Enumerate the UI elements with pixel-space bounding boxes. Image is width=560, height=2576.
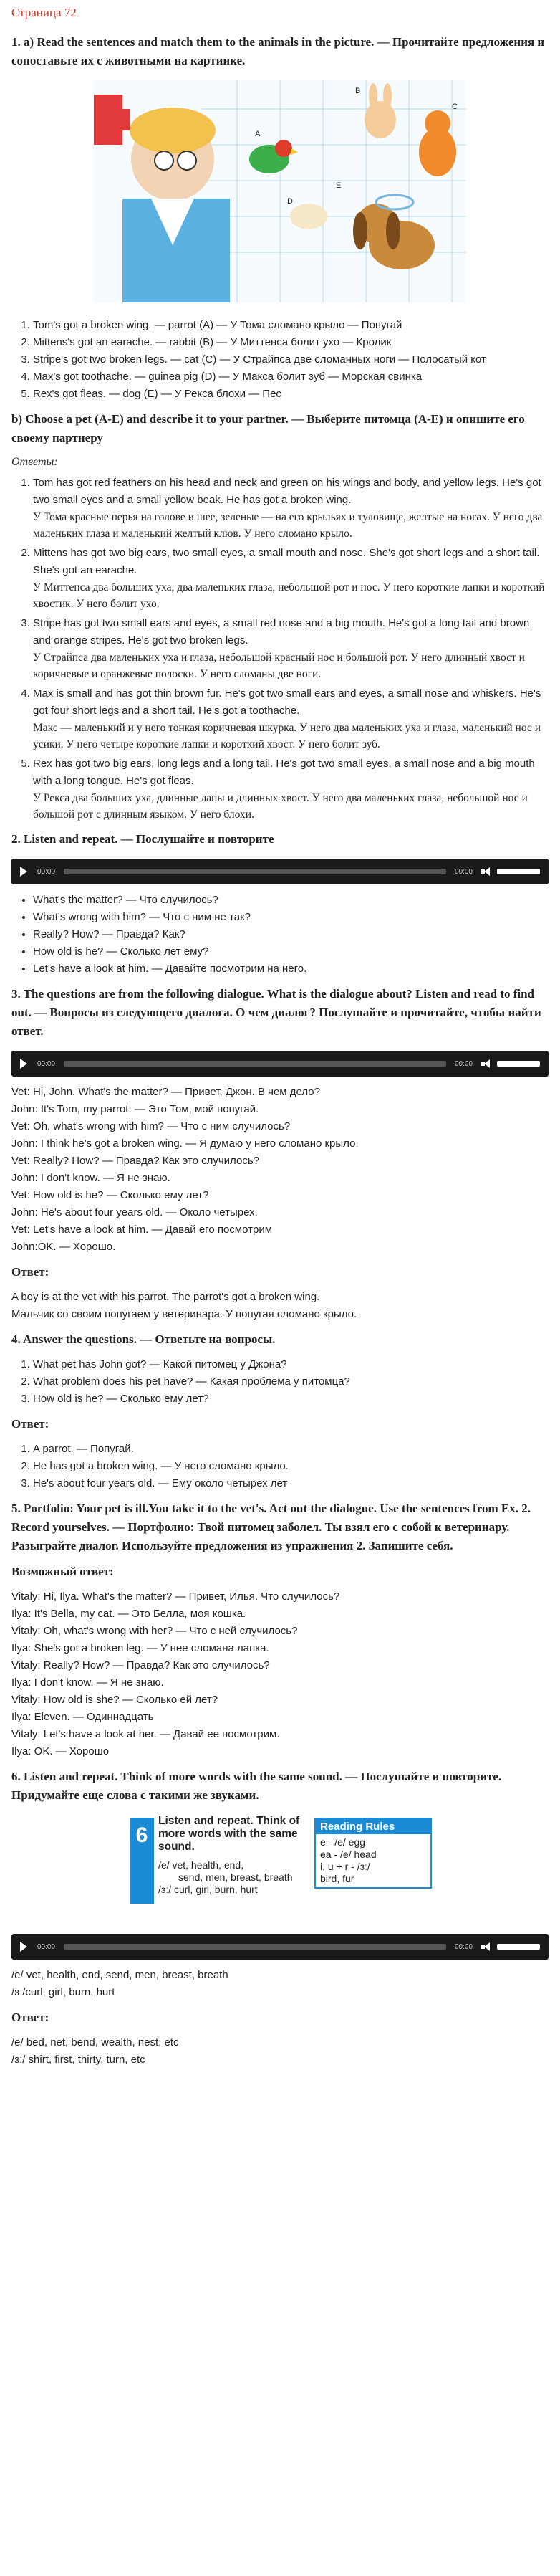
ex6-lines: [11, 1967, 549, 2001]
volume-icon[interactable]: [481, 1942, 491, 1951]
exercise-box-title: Listen and repeat. Think of more words with the same sound.: [158, 1815, 300, 1853]
vet-picture: [94, 80, 466, 302]
list-item: 2. What problem does his pet have? — Какая проблема у питомца?: [33, 1373, 549, 1390]
list-item: [33, 755, 549, 823]
reading-rules-title: Reading Rules: [316, 1819, 430, 1834]
list-item: 1. What pet has John got? — Какой питомец у Джона?: [33, 1356, 549, 1373]
current-time: 00:00: [37, 1059, 56, 1068]
dialogue-line: Vet: How old is he? — Сколько ему лет?: [11, 1189, 209, 1201]
ex6-answers: [11, 2034, 549, 2069]
dialogue-line: Vitaly: Oh, what's wrong with her? — Что с ней случилось?: [11, 1625, 298, 1637]
volume-slider[interactable]: [497, 869, 540, 874]
duration: 00:00: [454, 867, 473, 876]
ex4-heading: 4. Answer the questions. — Ответьте на вопросы.: [11, 1332, 276, 1346]
volume-icon[interactable]: [481, 867, 491, 876]
list-item: • What's wrong with him? — Что с ним не так?: [33, 909, 549, 926]
reading-rules-body: [316, 1834, 430, 1887]
ex3-answer-ru: Мальчик со своим попугаем у ветеринара. У попугая сломано крыло.: [11, 1308, 357, 1320]
current-time: 00:00: [37, 867, 56, 876]
label-c: C: [452, 102, 458, 111]
list-item: [33, 615, 549, 682]
seek-bar[interactable]: [64, 1061, 446, 1067]
play-icon[interactable]: [20, 1942, 27, 1952]
list-item: • How old is he? — Сколько лет ему?: [33, 943, 549, 960]
list-item: 1. A parrot. — Попугай.: [33, 1441, 549, 1458]
answer-ru: У Рекса два больших уха, длинные лапы и длинных хвост. У него два маленьких глаза, небольшой нос и большой рот с длинным языком. У него блохи.: [33, 792, 528, 821]
exercise-box: [130, 1815, 430, 1922]
list-item: 3. How old is he? — Сколько ему лет?: [33, 1390, 549, 1408]
dialogue-line: Vet: Let's have a look at him. — Давай его посмотрим: [11, 1223, 273, 1236]
exercise-number: 6: [130, 1818, 154, 1904]
exercise-box-line: /e/ vet, health, end,: [158, 1859, 244, 1871]
label-a: A: [255, 130, 261, 138]
list-item: • What's the matter? — Что случилось?: [33, 892, 549, 909]
ex2-list: [11, 892, 549, 978]
rule-line: i, u + r - /ɜː/: [320, 1861, 370, 1872]
list-item: 1. Tom's got a broken wing. — parrot (A) — У Тома сломано крыло — Попугай: [33, 317, 549, 334]
dialogue-line: Vitaly: Let's have a look at her. — Давай ее посмотрим.: [11, 1728, 280, 1740]
ex4-questions: [11, 1356, 549, 1408]
reading-rules-box: [314, 1818, 432, 1889]
seek-bar[interactable]: [64, 1944, 446, 1950]
volume-slider[interactable]: [497, 1061, 540, 1067]
duration: 00:00: [454, 1059, 473, 1068]
answers-label: Ответы:: [11, 456, 58, 468]
page: [0, 6, 560, 2076]
sound-line: /ɜː/curl, girl, burn, hurt: [11, 1986, 115, 1998]
ex2-heading: 2. Listen and repeat. — Послушайте и повторите: [11, 832, 274, 846]
label-d: D: [287, 197, 293, 206]
list-item: 2. He has got a broken wing. — У него сломано крыло.: [33, 1458, 549, 1475]
exercise-box-line: /ɜː/ curl, girl, burn, hurt: [158, 1884, 258, 1895]
dialogue-line: Vitaly: Really? How? — Правда? Как это случилось?: [11, 1659, 270, 1671]
current-time: 00:00: [37, 1942, 56, 1951]
list-item: [33, 685, 549, 753]
ex4-answer-label: Ответ:: [11, 1417, 49, 1431]
dialogue-line: Ilya: It's Bella, my cat. — Это Белла, моя кошка.: [11, 1608, 246, 1620]
answer-ru: У Страйпса два маленьких уха и глаза, небольшой красный нос и большой рот. У него длинный хвост и коричневые и оранжевые полоски. У него сломаны две ноги.: [33, 652, 525, 680]
dialogue-line: Ilya: Eleven. — Одиннадцать: [11, 1711, 154, 1723]
play-icon[interactable]: [20, 867, 27, 877]
dialogue-line: John: He's about four years old. — Около четырех.: [11, 1206, 258, 1218]
ex6-heading: 6. Listen and repeat. Think of more words with the same sound. — Послушайте и повторите. Придумайте еще слова с такими же звуками.: [11, 1770, 502, 1802]
list-item: 2. Mittens's got an earache. — rabbit (B) — У Миттенса болит ухо — Кролик: [33, 334, 549, 351]
answer-ru: У Миттенса два больших уха, два маленьких глаза, небольшой рот и нос. У него короткие лапки и короткий хвостик. У него болит ухо.: [33, 581, 545, 610]
label-e: E: [336, 181, 342, 190]
audio-player: [11, 1934, 549, 1960]
dialogue-line: John: I think he's got a broken wing. — Я думаю у него сломано крыло.: [11, 1137, 359, 1150]
ex1-heading: 1. a) Read the sentences and match them to the animals in the picture. — Прочитайте предложения и сопоставьте их с животными на картинке.: [11, 35, 545, 67]
answer-ru: Макс — маленький и у него тонкая коричневая шкурка. У него два маленьких уха и глаза, маленький нос и усики. У него четыре короткие лапки и короткий хвост. У него болит зуб.: [33, 722, 541, 750]
ex1-list: [11, 317, 549, 403]
sound-line: /ɜː/ shirt, first, thirty, turn, etc: [11, 2053, 145, 2066]
ex3-dialogue: [11, 1084, 549, 1256]
play-icon[interactable]: [20, 1059, 27, 1069]
dialogue-line: John: It's Tom, my parrot. — Это Том, мой попугай.: [11, 1103, 259, 1115]
list-item: • Let's have a look at him. — Давайте посмотрим на него.: [33, 960, 549, 978]
duration: 00:00: [454, 1942, 473, 1951]
ex5-dialogue: [11, 1588, 549, 1760]
audio-player: [11, 859, 549, 884]
dialogue-line: John:OK. — Хорошо.: [11, 1241, 116, 1253]
dialogue-line: Ilya: OK. — Хорошо: [11, 1745, 110, 1757]
dialogue-line: Vet: Hi, John. What's the matter? — Привет, Джон. В чем дело?: [11, 1086, 320, 1098]
exercise-box-line: send, men, breast, breath: [178, 1871, 293, 1883]
answer-en: Stripe has got two small ears and eyes, a small red nose and a big mouth. He's got a long tail and brown and orange stripes. He's got two broken legs.: [33, 617, 530, 647]
answer-en: Tom has got red feathers on his head and neck and green on his wings and body, and yellow legs. He's got two small eyes and a small yellow beak. He has got a broken wing.: [33, 477, 541, 506]
ex5-heading: 5. Portfolio: Your pet is ill.You take it to the vet's. Act out the dialogue. Use the sentences from Ex. 2. Record yourselves. — Портфолио: Твой питомец заболел. Ты взял его с собой к ветеринару. Разыграйте диалог. Используйте предложения из упражнения 2. Запишите себя.: [11, 1502, 531, 1552]
ex6-answer-label: Ответ:: [11, 2010, 49, 2024]
volume-icon[interactable]: [481, 1059, 491, 1068]
exercise-box-body: [158, 1815, 309, 1896]
sound-line: /e/ bed, net, bend, wealth, nest, etc: [11, 2036, 179, 2048]
answer-en: Max is small and has got thin brown fur. He's got two small ears and eyes, a small nose and whiskers. He's got four short legs and a short tail. He's got a toothache.: [33, 687, 541, 717]
dialogue-line: Ilya: I don't know. — Я не знаю.: [11, 1676, 164, 1689]
answer-ru: У Тома красные перья на голове и шее, зеленые — на его крыльях и туловище, желтые на ногах. У него два маленьких глаза и маленький желтый клюв. У него сломано крыло.: [33, 511, 543, 540]
rule-line: ea - /e/ head: [320, 1848, 377, 1860]
dialogue-line: Vet: Oh, what's wrong with him? — Что с ним случилось?: [11, 1120, 291, 1132]
ex3-answer-en: A boy is at the vet with his parrot. The parrot's got a broken wing.: [11, 1291, 320, 1303]
volume-slider[interactable]: [497, 1944, 540, 1950]
dialogue-line: John: I don't know. — Я не знаю.: [11, 1172, 170, 1184]
ex3-heading: 3. The questions are from the following dialogue. What is the dialogue about? Listen and read to find out. — Вопросы из следующего диалога. О чем диалог? Послушайте и прочитайте, чтобы найти ответ.: [11, 987, 541, 1038]
list-item: • Really? How? — Правда? Как?: [33, 926, 549, 943]
ex1b-list: [11, 474, 549, 823]
page-title: Страница 72: [11, 6, 77, 19]
answer-en: Rex has got two big ears, long legs and a long tail. He's got two small eyes, a small nose and a big mouth with a long tongue. He's got fleas.: [33, 758, 535, 787]
list-item: 3. He's about four years old. — Ему около четырех лет: [33, 1475, 549, 1492]
dialogue-line: Ilya: She's got a broken leg. — У нее сломана лапка.: [11, 1642, 269, 1654]
ex4-answers: [11, 1441, 549, 1492]
dialogue-line: Vitaly: Hi, Ilya. What's the matter? — Привет, Илья. Что случилось?: [11, 1590, 340, 1603]
list-item: 4. Max's got toothache. — guinea pig (D) — У Макса болит зуб — Морская свинка: [33, 368, 549, 386]
dialogue-line: Vet: Really? How? — Правда? Как это случилось?: [11, 1155, 259, 1167]
ex3-answer-label: Ответ:: [11, 1265, 49, 1279]
ex5-answer-label: Возможный ответ:: [11, 1565, 114, 1578]
answer-en: Mittens has got two big ears, two small eyes, a small mouth and nose. She's got short legs and a short tail. She's got an earache.: [33, 547, 540, 576]
rule-line: bird, fur: [320, 1873, 354, 1884]
audio-player: [11, 1051, 549, 1077]
list-item: 5. Rex's got fleas. — dog (E) — У Рекса блохи — Пес: [33, 386, 549, 403]
vet-illustration: [94, 80, 466, 302]
seek-bar[interactable]: [64, 869, 446, 874]
sound-line: /e/ vet, health, end, send, men, breast, breath: [11, 1969, 228, 1981]
label-b: B: [355, 87, 361, 95]
dialogue-line: Vitaly: How old is she? — Сколько ей лет?: [11, 1694, 218, 1706]
rule-line: e - /e/ egg: [320, 1836, 366, 1848]
list-item: [33, 545, 549, 612]
ex1b-heading: b) Choose a pet (A-E) and describe it to your partner. — Выберите питомца (A-E) и опишите его своему партнеру: [11, 412, 525, 444]
list-item: 3. Stripe's got two broken legs. — cat (C) — У Страйпса две сломанных ноги — Полосатый кот: [33, 351, 549, 368]
list-item: [33, 474, 549, 542]
